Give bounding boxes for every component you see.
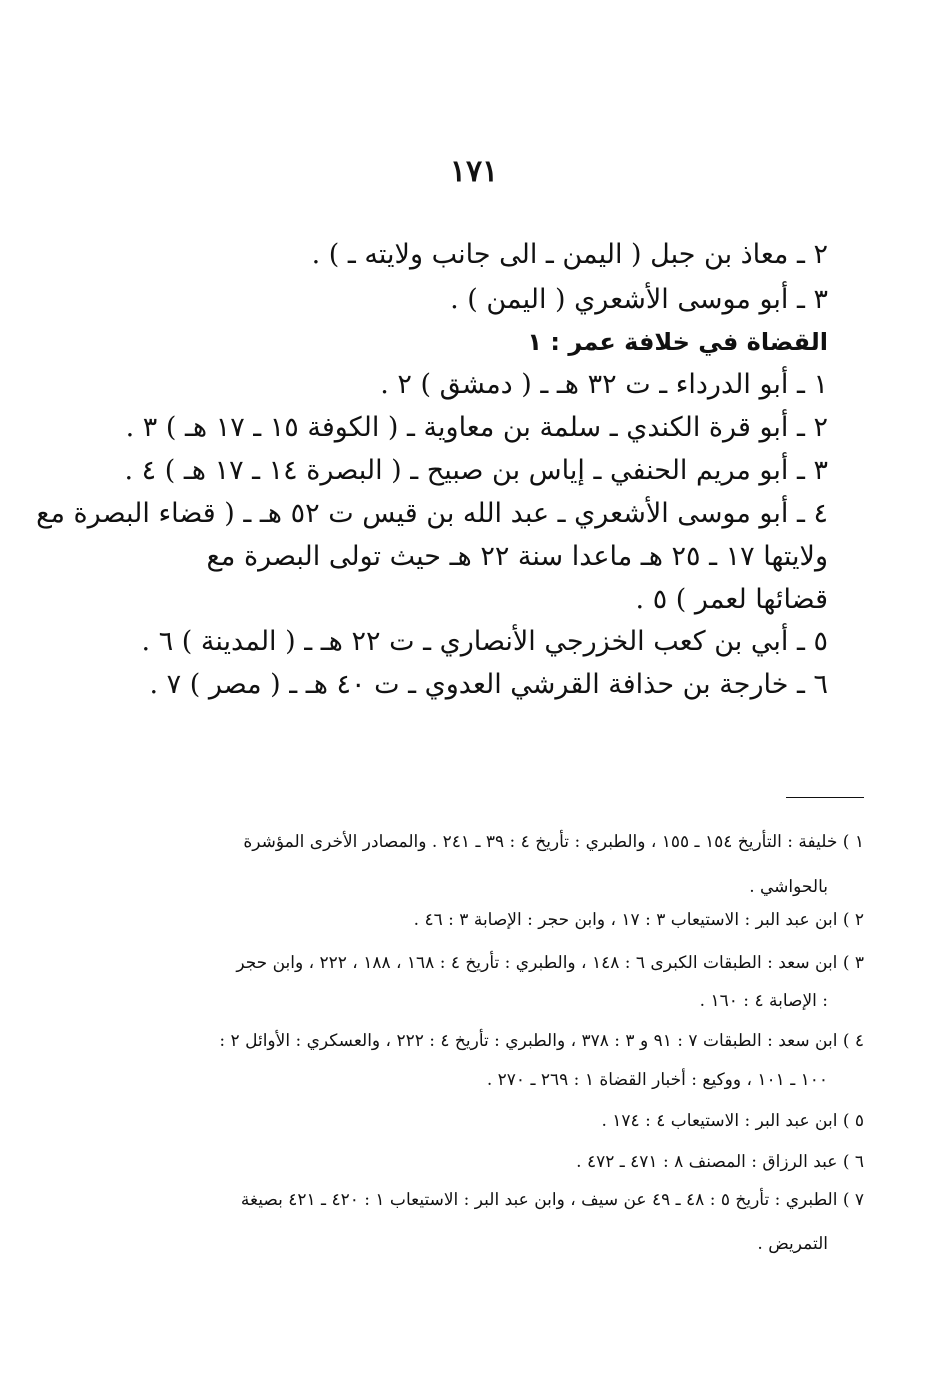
footnote-1-cont: بالحواشي . (749, 877, 828, 897)
body-line-abu-musa-end: قضائها لعمر ) ٥ . (635, 584, 828, 615)
footnote-3-cont: : الإصابة ٤ : ١٦٠ . (699, 991, 828, 1011)
body-line-abu-qurra: ٢ ـ أبو قرة الكندي ـ سلمة بن معاوية ـ ( الكوفة ١٥ ـ ١٧ هـ ) ٣ . (125, 412, 828, 443)
footnote-5: ٥ ) ابن عبد البر : الاستيعاب ٤ : ١٧٤ . (601, 1111, 864, 1131)
body-line-abu-maryam: ٣ ـ أبو مريم الحنفي ـ إياس بن صبيح ـ ( البصرة ١٤ ـ ١٧ هـ ) ٤ . (124, 455, 828, 486)
body-line-kharija: ٦ ـ خارجة بن حذافة القرشي العدوي ـ ت ٤٠ هـ ـ ( مصر ) ٧ . (149, 669, 828, 700)
section-heading-umar-judges: القضاة في خلافة عمر : ١ (527, 328, 828, 356)
footnote-2: ٢ ) ابن عبد البر : الاستيعاب ٣ : ١٧ ، وابن حجر : الإصابة ٣ : ٤٦ . (413, 910, 864, 930)
footnote-1: ١ ) خليفة : التأريخ ١٥٤ ـ ١٥٥ ، والطبري : تأريخ ٤ : ٣٩ ـ ٢٤١ . والمصادر الأخرى المؤشرة (243, 832, 864, 852)
body-line-abu-darda: ١ ـ أبو الدرداء ـ ت ٣٢ هـ ـ ( دمشق ) ٢ . (380, 369, 828, 400)
body-line-muadh: ٢ ـ معاذ بن جبل ( اليمن ـ الى جانب ولايته ـ ) . (311, 239, 828, 270)
body-line-abu-musa-basra: ٤ ـ أبو موسى الأشعري ـ عبد الله بن قيس ت ٥٢ هـ ـ ( قضاء البصرة مع (36, 498, 828, 529)
footnote-4-cont: ١٠٠ ـ ١٠١ ، ووكيع : أخبار القضاة ١ : ٢٦٩ ـ ٢٧٠ . (486, 1070, 828, 1090)
footnote-7: ٧ ) الطبري : تأريخ ٥ : ٤٨ ـ ٤٩ عن سيف ، وابن عبد البر : الاستيعاب ١ : ٤٢٠ ـ ٤٢١ بصيغة (240, 1190, 864, 1210)
footnote-7-cont: التمريض . (757, 1234, 828, 1254)
body-line-abu-musa-cont: ولايتها ١٧ ـ ٢٥ هـ ماعدا سنة ٢٢ هـ حيث تولى البصرة مع (206, 541, 828, 572)
footnote-6: ٦ ) عبد الرزاق : المصنف ٨ : ٤٧١ ـ ٤٧٢ . (576, 1152, 864, 1172)
footnote-3: ٣ ) ابن سعد : الطبقات الكبرى ٦ : ١٤٨ ، والطبري : تأريخ ٤ : ١٦٨ ، ١٨٨ ، ٢٢٢ ، وابن حجر (236, 953, 864, 973)
footnote-4: ٤ ) ابن سعد : الطبقات ٧ : ٩١ و ٣ : ٣٧٨ ، والطبري : تأريخ ٤ : ٢٢٢ ، والعسكري : الأوائل ٢ : (219, 1031, 864, 1051)
body-line-abu-musa-yemen: ٣ ـ أبو موسى الأشعري ( اليمن ) . (450, 284, 828, 315)
body-line-ubayy: ٥ ـ أبي بن كعب الخزرجي الأنصاري ـ ت ٢٢ هـ ـ ( المدينة ) ٦ . (141, 626, 828, 657)
footnote-divider (786, 797, 864, 798)
page-number: ١٧١ (449, 154, 499, 189)
